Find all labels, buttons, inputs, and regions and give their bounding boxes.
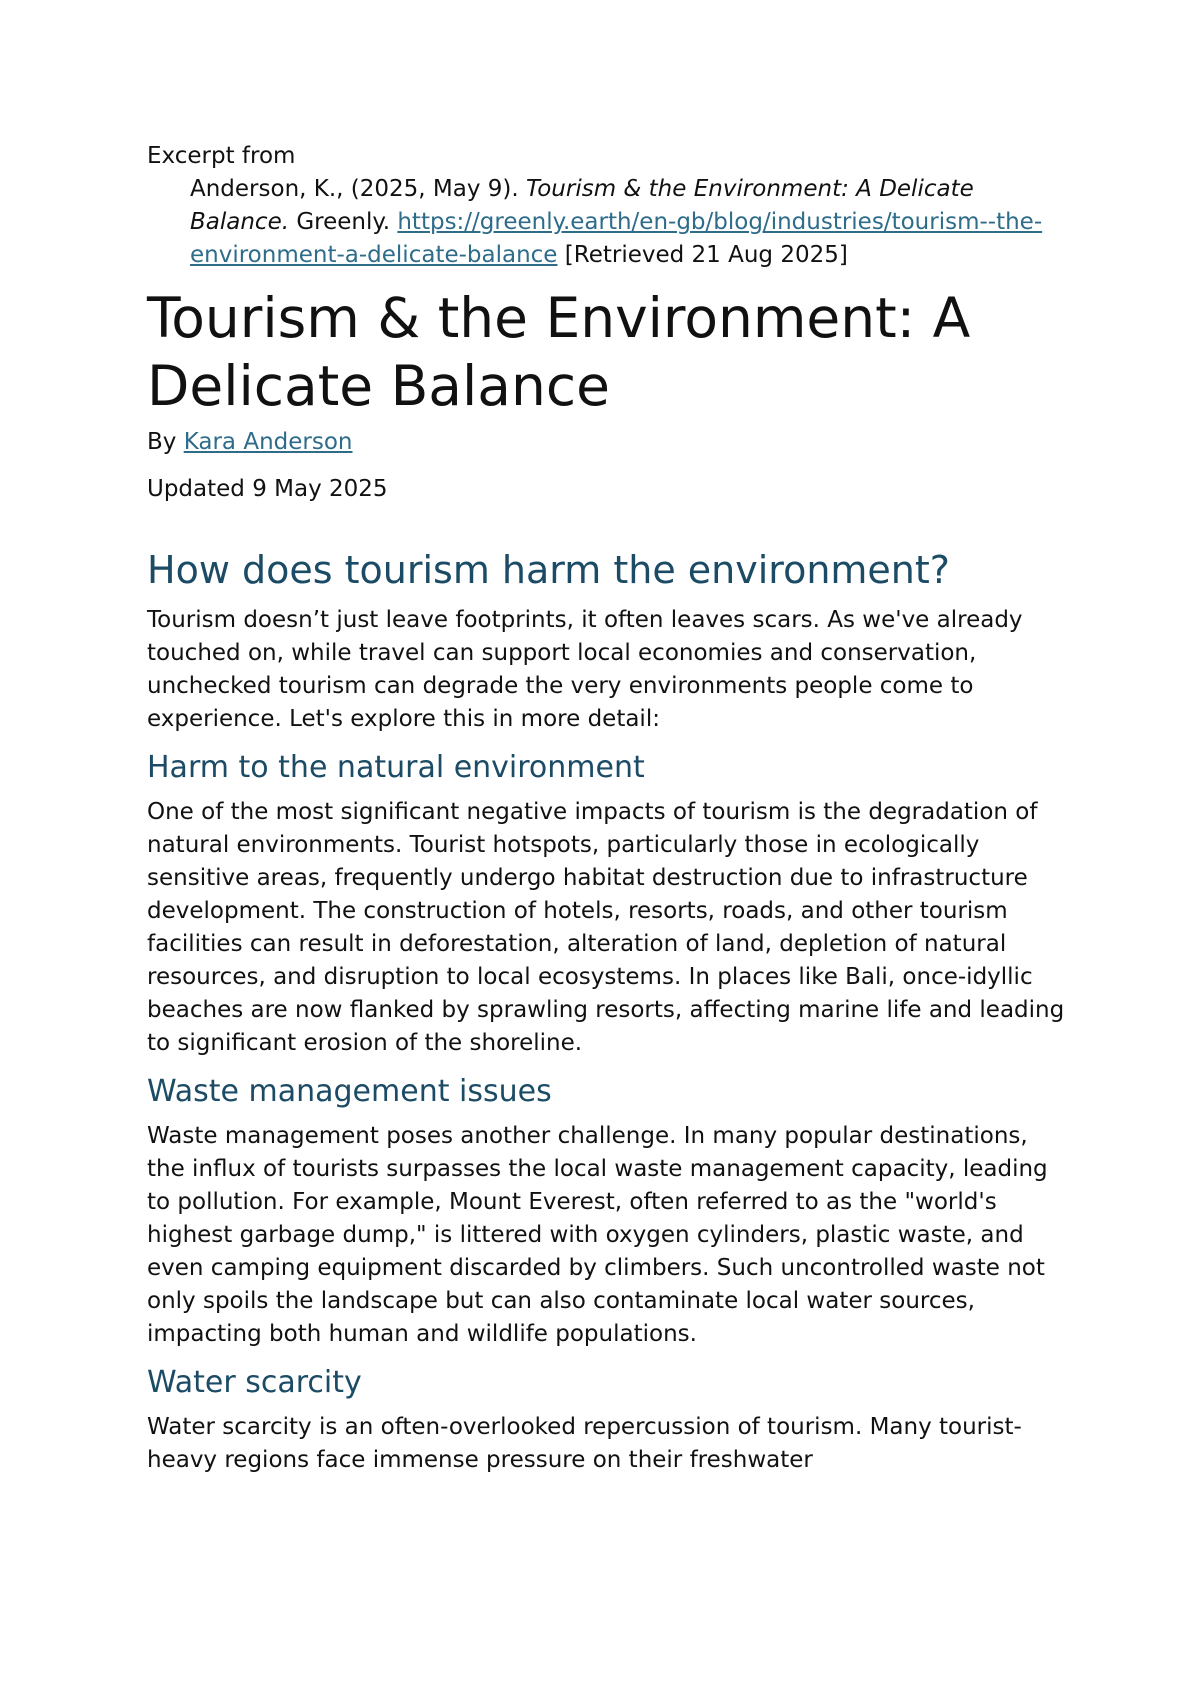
citation-retrieved: [Retrieved 21 Aug 2025] — [557, 242, 848, 268]
subsection-paragraph-water-scarcity: Water scarcity is an often-overlooked repercussion of tourism. Many tourist-heavy regions face immense pressure on their freshwater — [147, 1414, 1022, 1473]
subsection-heading-natural-environment: Harm to the natural environment — [147, 750, 645, 785]
byline-prefix: By — [147, 429, 184, 455]
subsection-paragraph-natural-environment: One of the most significant negative impacts of tourism is the degradation of natural environments. Tourist hotspots, particularly those in ecologically sensitive areas, frequently undergo habitat destruction due to infrastructure development. The construction of hotels, resorts, roads, and other tourism facilities can result in deforestation, alteration of land, depletion of natural resources, and disruption to local ecosystems. In places like Bali, once-idyllic beaches are now flanked by sprawling resorts, affecting marine life and leading to significant erosion of the shoreline. — [147, 799, 1065, 1056]
subsection-paragraph-waste-management: Waste management poses another challenge. In many popular destinations, the influx of tourists surpasses the local waste management capacity, leading to pollution. For example, Mount Everest, often referred to as the "world's highest garbage dump," is littered with oxygen cylinders, plastic waste, and even camping equipment discarded by climbers. Such uncontrolled waste not only spoils the landscape but can also contaminate local water sources, impacting both human and wildlife populations. — [147, 1123, 1048, 1347]
citation-url-link[interactable]: https://greenly.earth/en-gb/blog/industries/tourism--the-environment-a-delicate-balance — [190, 209, 1043, 268]
byline — [147, 426, 1067, 459]
article-title: Tourism & the Environment: A Delicate Balance — [147, 286, 971, 418]
subsection-heading-water-scarcity: Water scarcity — [147, 1365, 362, 1400]
citation-reference — [190, 173, 1067, 272]
citation-work-title: Tourism & the Environment: A Delicate Balance. — [190, 176, 974, 235]
section-intro-paragraph: Tourism doesn’t just leave footprints, it often leaves scars. As we've already touched on, while travel can support local economies and conservation, unchecked tourism can degrade the very environments people come to experience. Let's explore this in more detail: — [147, 607, 1023, 732]
subsection-heading-waste-management: Waste management issues — [147, 1074, 552, 1109]
citation-intro: Excerpt from — [147, 143, 296, 169]
document-page — [147, 140, 1067, 1489]
citation-authors-date: Anderson, K., (2025, May 9). — [190, 176, 527, 202]
citation-publisher: Greenly. — [289, 209, 398, 235]
updated-date: Updated 9 May 2025 — [147, 476, 388, 502]
section-heading: How does tourism harm the environment? — [147, 548, 950, 592]
author-link[interactable]: Kara Anderson — [183, 429, 353, 455]
